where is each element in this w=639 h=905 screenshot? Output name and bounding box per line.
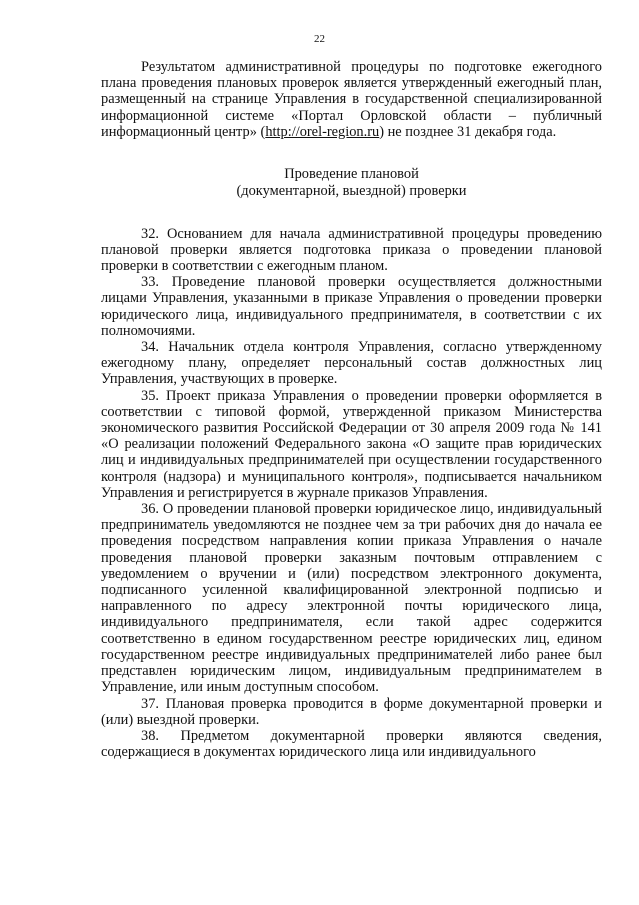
paragraph-37: 37. Плановая проверка проводится в форме документарной проверки и (или) выездной проверки. <box>101 695 602 728</box>
document-body <box>101 59 602 760</box>
paragraph-34: 34. Начальник отдела контроля Управления, согласно утвержденному ежегодному плану, определяет персональный состав должностных лиц Управления, участвующих в проверке. <box>101 339 602 388</box>
paragraph-33: 33. Проведение плановой проверки осуществляется должностными лицами Управления, указанными в приказе Управления о проведении проверки юридического лица, индивидуального предпринимателя, в соответствии с их полномочиями. <box>101 274 602 339</box>
section-heading <box>101 166 602 200</box>
paragraph-36: 36. О проведении плановой проверки юридическое лицо, индивидуальный предприниматель уведомляются не позднее чем за три рабочих дня до начала ее проведения посредством направления копии приказа Управления о начале проведения плановой проверки заказным почтовым отправлением с уведомлением о вручении и (или) посредством электронного документа, подписанного усиленной квалифицированной электронной подписью и направленного по адресу электронной почты юридического лица, индивидуального предпринимателя, если такой адрес содержится соответственно в едином государственном реестре юридических лиц, едином государственном реестре индивидуальных предпринимателей либо ранее был представлен юридическим лицом, индивидуальным предпринимателем в Управление, или иным доступным способом. <box>101 501 602 696</box>
section-heading-line-1: Проведение плановой <box>284 166 419 183</box>
section-heading-line-2: (документарной, выездной) проверки <box>236 182 467 199</box>
paragraph-32: 32. Основанием для начала административной процедуры проведению плановой проверки является подготовка приказа о проведении плановой проверки в соответствии с ежегодным планом. <box>101 225 602 275</box>
paragraph-35: 35. Проект приказа Управления о проведении проверки оформляется в соответствии с типовой формой, утвержденной приказом Министерства экономического развития Российской Федерации от 30 апреля 2009 года № 141 «О реализации положений Федерального закона «О защите прав юридических лиц и индивидуальных предпринимателей при осуществлении государственного контроля (надзора) и муниципального контроля», подписывается начальником Управления и регистрируется в журнале приказов Управления. <box>101 387 602 501</box>
intro-text-before-link: Результатом административной процедуры по подготовке ежегодного плана проведения плановых проверок является утвержденный ежегодный план, размещенный на странице Управления в государственной специализированной информационной системе «Портал Орловской области – публичный информационный центр» ( <box>101 59 602 140</box>
portal-link[interactable]: http://orel-region.ru <box>265 123 380 140</box>
intro-paragraph <box>101 59 602 140</box>
paragraph-38: 38. Предметом документарной проверки являются сведения, содержащиеся в документах юридического лица или индивидуального <box>101 727 602 761</box>
page-number: 22 <box>314 33 325 45</box>
intro-text-after-link: ) не позднее 31 декабря года. <box>379 123 557 140</box>
